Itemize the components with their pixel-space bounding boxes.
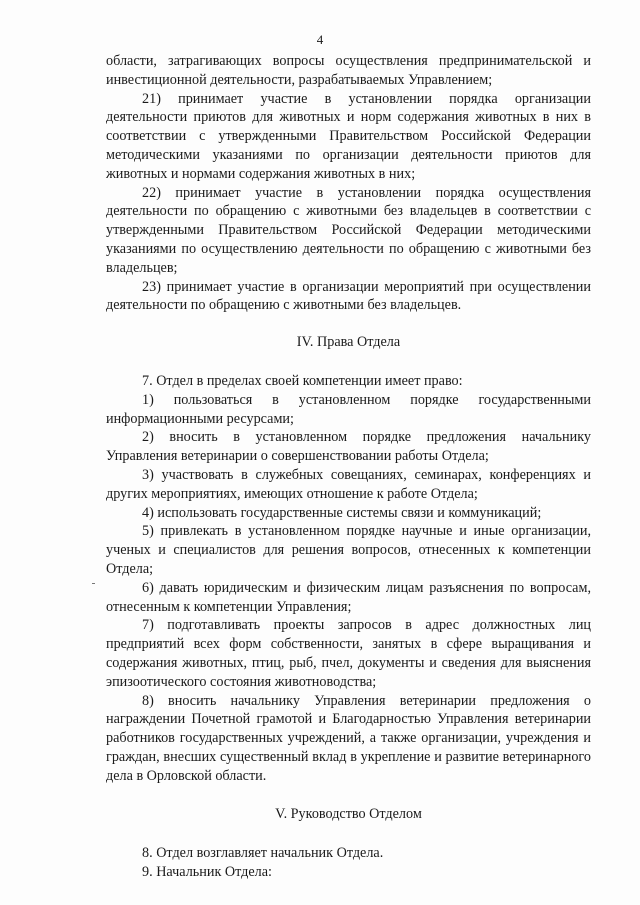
- right-item-2: 2) вносить в установленном порядке предложения начальнику Управления ветеринарии о совершенствовании работы Отдела;: [106, 429, 591, 465]
- paragraph-item-21: 21) принимает участие в установлении порядка организации деятельности приютов для животных и норм содержания животных в них в соответствии с утвержденными Правительством Российской Федерации методическими указаниями по организации деятельности приютов для животных и нормами содержания животных в них;: [106, 90, 591, 182]
- paragraph-8: 8. Отдел возглавляет начальник Отдела.: [142, 845, 384, 862]
- page-number: 4: [316, 32, 324, 47]
- right-item-8: 8) вносить начальнику Управления ветеринарии предложения о награждении Почетной грамотой и Благодарностью Управления ветеринарии работников государственных учреждений, а также организации, учреждения и граждан, внесших существенный вклад в укрепление и развитие ветеринарного дела в Орловской области.: [106, 692, 591, 784]
- paragraph-item-23: 23) принимает участие в организации мероприятий при осуществлении деятельности по обращению с животными без владельцев.: [106, 278, 591, 314]
- scan-speck: [92, 583, 95, 584]
- right-item-3: 3) участвовать в служебных совещаниях, семинарах, конференциях и других мероприятиях, имеющих отношение к работе Отдела;: [106, 466, 591, 502]
- right-item-6: 6) давать юридическим и физическим лицам разъяснения по вопросам, отнесенным к компетенции Управления;: [106, 579, 591, 615]
- section-heading-iv: IV. Права Отдела: [296, 334, 401, 351]
- paragraph-7: 7. Отдел в пределах своей компетенции имеет право:: [142, 372, 463, 389]
- right-item-4: 4) использовать государственные системы связи и коммуникаций;: [142, 504, 542, 521]
- paragraph-9: 9. Начальник Отдела:: [142, 864, 272, 881]
- right-item-5: 5) привлекать в установленном порядке научные и иные организации, ученых и специалистов для решения вопросов, отнесенных к компетенции Отдела;: [106, 523, 591, 577]
- paragraph-item-22: 22) принимает участие в установлении порядка осуществления деятельности по обращению с животными без владельцев в соответствии с утвержденными Правительством Российской Федерации методическими указаниями по осуществлению деятельности по обращению с животными без владельцев;: [106, 184, 591, 276]
- section-heading-v: V. Руководство Отделом: [275, 806, 422, 823]
- right-item-7: 7) подготавливать проекты запросов в адрес должностных лиц предприятий всех форм собственности, занятых в сфере выращивания и содержания животных, птиц, рыб, пчел, документы и сведения для выяснения эпизоотического состояния животноводства;: [106, 617, 591, 690]
- right-item-1: 1) пользоваться в установленном порядке государственными информационными ресурсами;: [106, 391, 591, 427]
- paragraph-continuation: области, затрагивающих вопросы осуществления предпринимательской и инвестиционной деятельности, разрабатываемых Управлением;: [106, 53, 591, 88]
- document-body: [106, 52, 591, 882]
